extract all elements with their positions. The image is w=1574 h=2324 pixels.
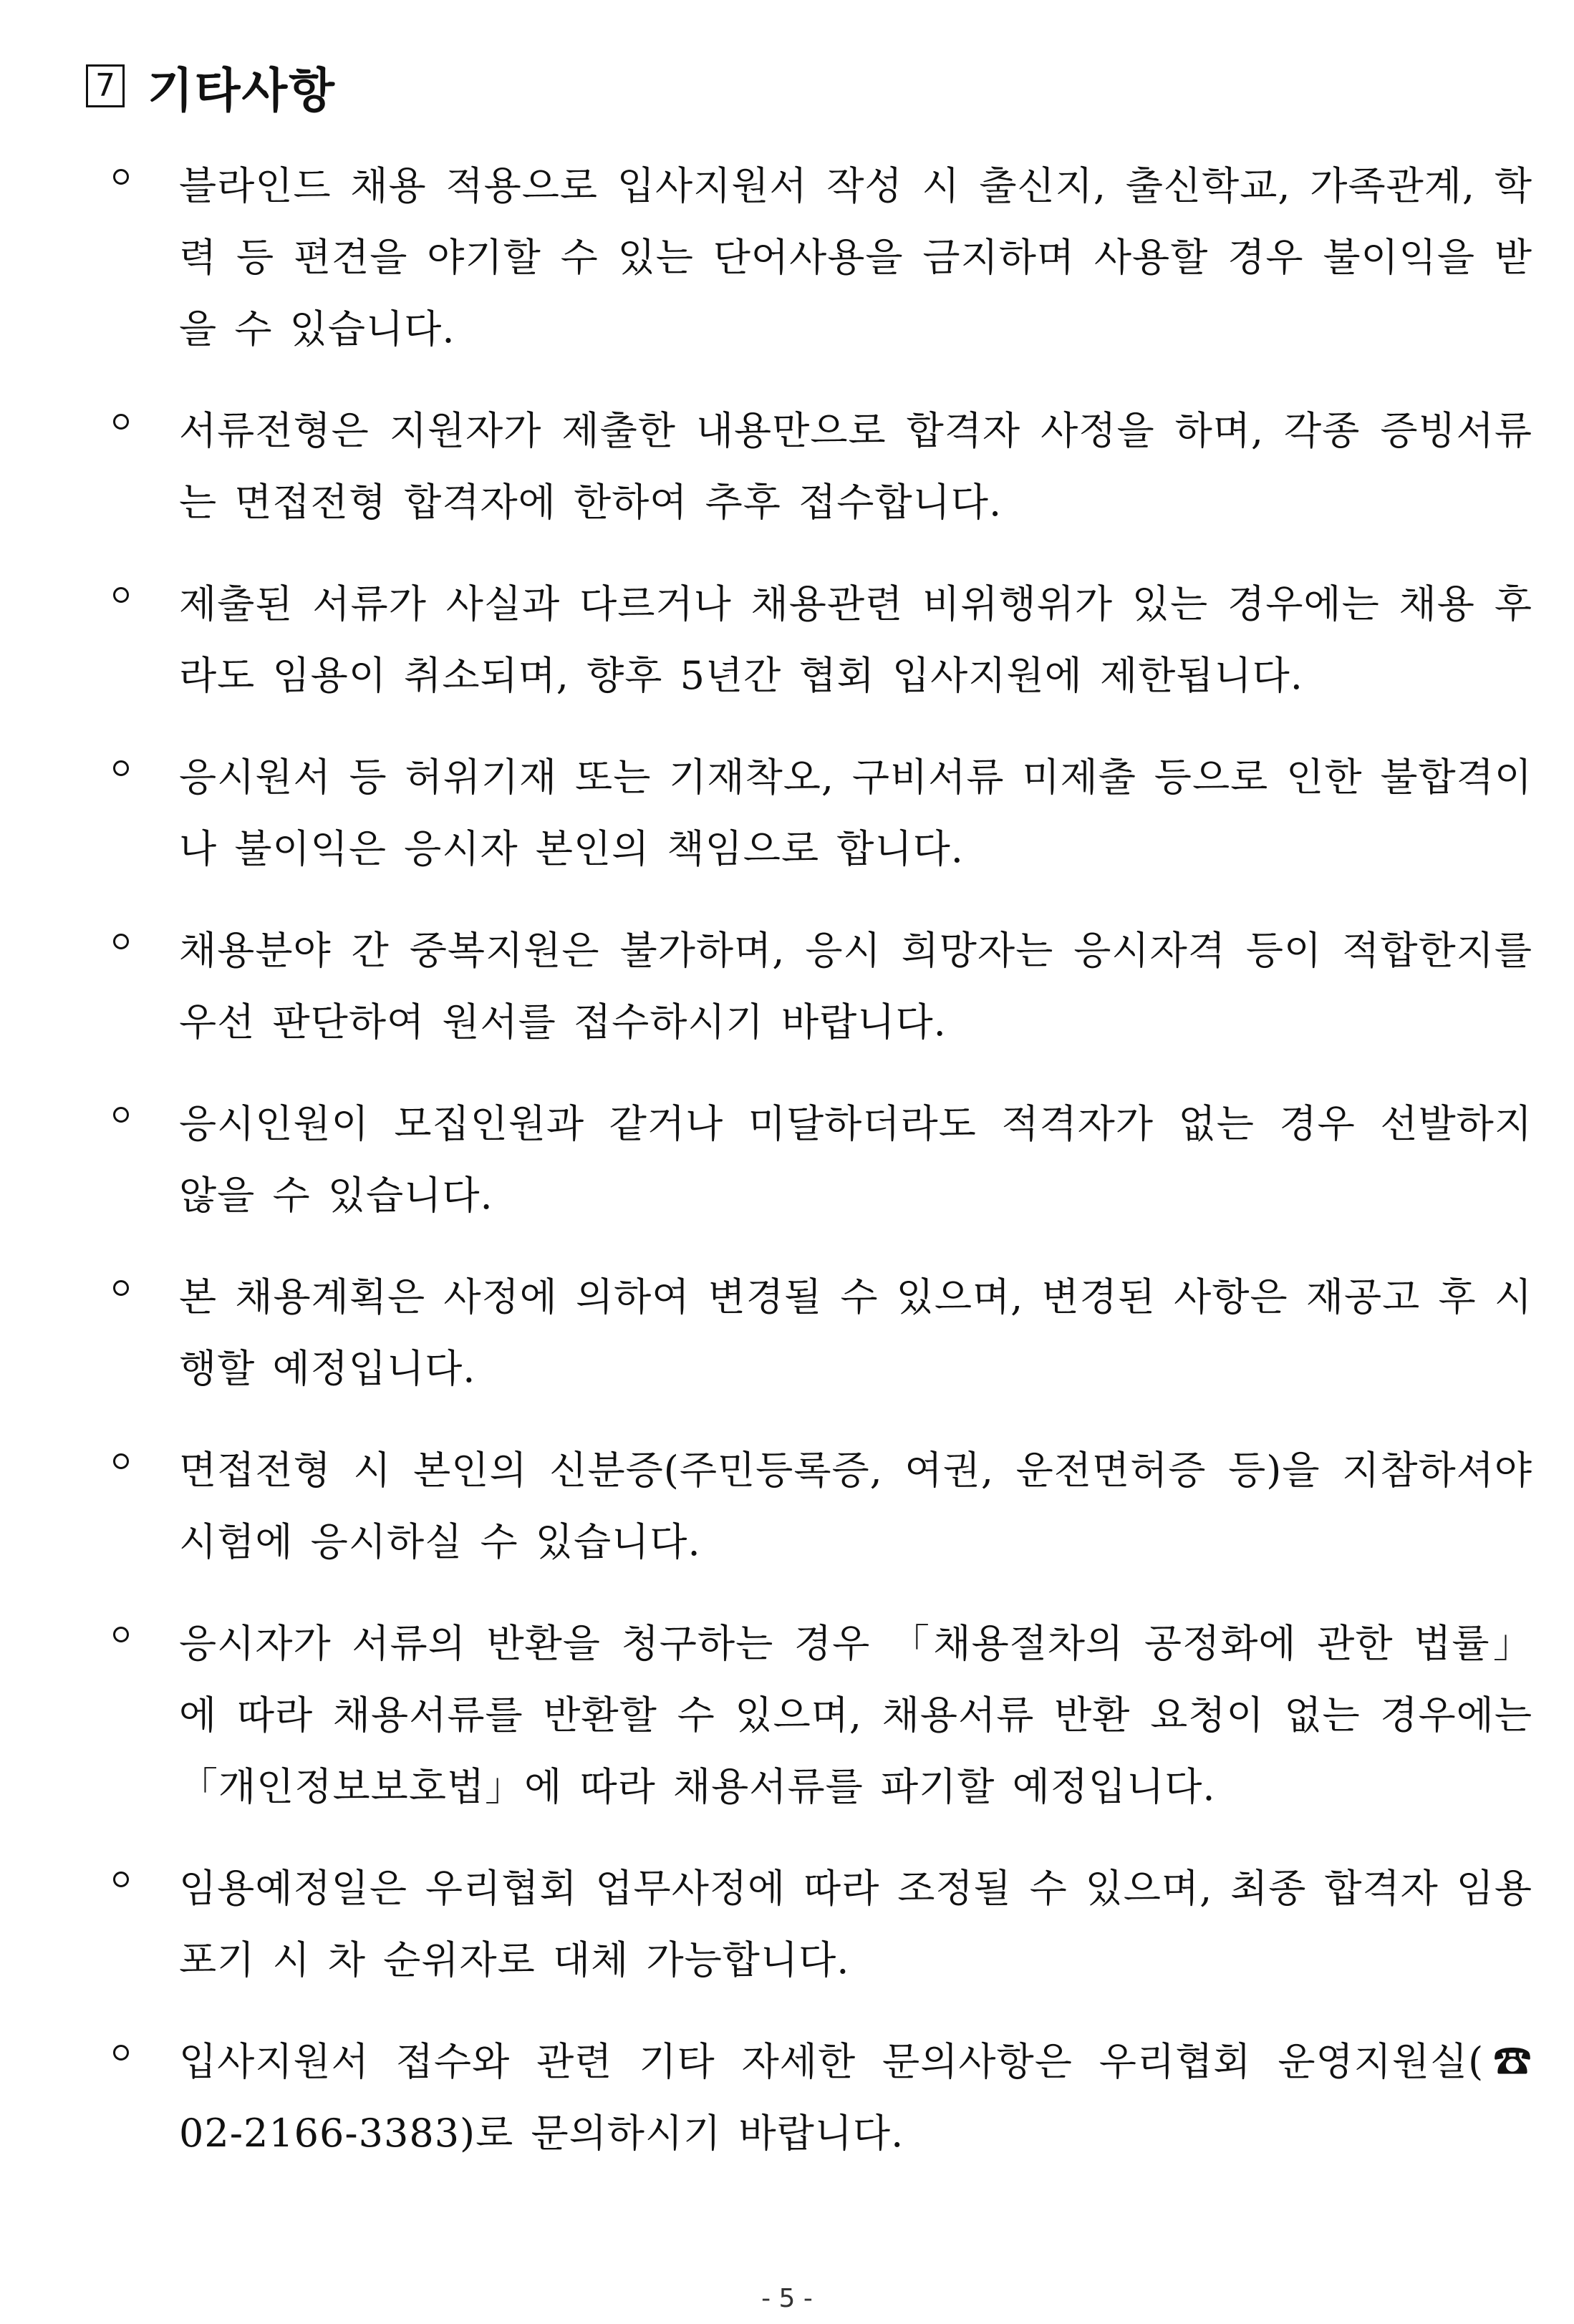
list-item <box>107 1608 1532 1823</box>
list-item-text: 입사지원서 접수와 관련 기타 자세한 문의사항은 우리협회 운영지원실(☎ 02-2166-3383)로 문의하시기 바랍니다. <box>179 2039 1532 2156</box>
section-number-box: 7 <box>86 64 125 107</box>
list-item-text: 임용예정일은 우리협회 업무사정에 따라 조정될 수 있으며, 최종 합격자 임용 포기 시 차 순위자로 대체 가능합니다. <box>179 1866 1532 1982</box>
list-item-text: 본 채용계획은 사정에 의하여 변경될 수 있으며, 변경된 사항은 재공고 후 시행할 예정입니다. <box>179 1274 1532 1391</box>
list-item <box>107 2026 1532 2169</box>
circle-bullet-icon <box>113 1627 129 1642</box>
section-title: 기타사항 <box>148 62 337 118</box>
list-item <box>107 1088 1532 1231</box>
circle-bullet-icon <box>113 934 129 949</box>
list-item <box>107 568 1532 712</box>
list-item <box>107 1262 1532 1405</box>
list-item <box>107 742 1532 885</box>
list-item <box>107 915 1532 1058</box>
circle-bullet-icon <box>113 414 129 430</box>
notice-list <box>107 150 1532 2169</box>
circle-bullet-icon <box>113 587 129 603</box>
list-item-text: 채용분야 간 중복지원은 불가하며, 응시 희망자는 응시자격 등이 적합한지를 우선 판단하여 원서를 접수하시기 바랍니다. <box>179 928 1532 1045</box>
list-item-text: 응시자가 서류의 반환을 청구하는 경우 「채용절차의 공정화에 관한 법률」에 따라 채용서류를 반환할 수 있으며, 채용서류 반환 요청이 없는 경우에는 「개인정보보호법」에 따라 채용서류를 파기할 예정입니다. <box>179 1621 1532 1809</box>
section-heading <box>86 50 336 122</box>
list-item-text: 면접전형 시 본인의 신분증(주민등록증, 여권, 운전면허증 등)을 지참하셔야 시험에 응시하실 수 있습니다. <box>179 1448 1532 1564</box>
circle-bullet-icon <box>113 1107 129 1123</box>
circle-bullet-icon <box>113 760 129 776</box>
list-item <box>107 1435 1532 1578</box>
list-item <box>107 395 1532 538</box>
list-item <box>107 150 1532 365</box>
list-item-text: 블라인드 채용 적용으로 입사지원서 작성 시 출신지, 출신학교, 가족관계, 학력 등 편견을 야기할 수 있는 단어사용을 금지하며 사용할 경우 불이익을 받을 수 있습니다. <box>179 163 1532 352</box>
circle-bullet-icon <box>113 1872 129 1887</box>
circle-bullet-icon <box>113 1453 129 1469</box>
circle-bullet-icon <box>113 169 129 185</box>
list-item-text: 응시원서 등 허위기재 또는 기재착오, 구비서류 미제출 등으로 인한 불합격이나 불이익은 응시자 본인의 책임으로 합니다. <box>179 755 1532 871</box>
list-item-text: 응시인원이 모집인원과 같거나 미달하더라도 적격자가 없는 경우 선발하지 않을 수 있습니다. <box>179 1101 1532 1218</box>
list-item <box>107 1853 1532 1996</box>
list-item-text: 제출된 서류가 사실과 다르거나 채용관련 비위행위가 있는 경우에는 채용 후라도 임용이 취소되며, 향후 5년간 협회 입사지원에 제한됩니다. <box>179 581 1532 698</box>
list-item-text: 서류전형은 지원자가 제출한 내용만으로 합격자 사정을 하며, 각종 증빙서류는 면접전형 합격자에 한하여 추후 접수합니다. <box>179 408 1532 525</box>
circle-bullet-icon <box>113 2045 129 2061</box>
circle-bullet-icon <box>113 1280 129 1296</box>
page-number: - 5 - <box>761 2284 813 2313</box>
